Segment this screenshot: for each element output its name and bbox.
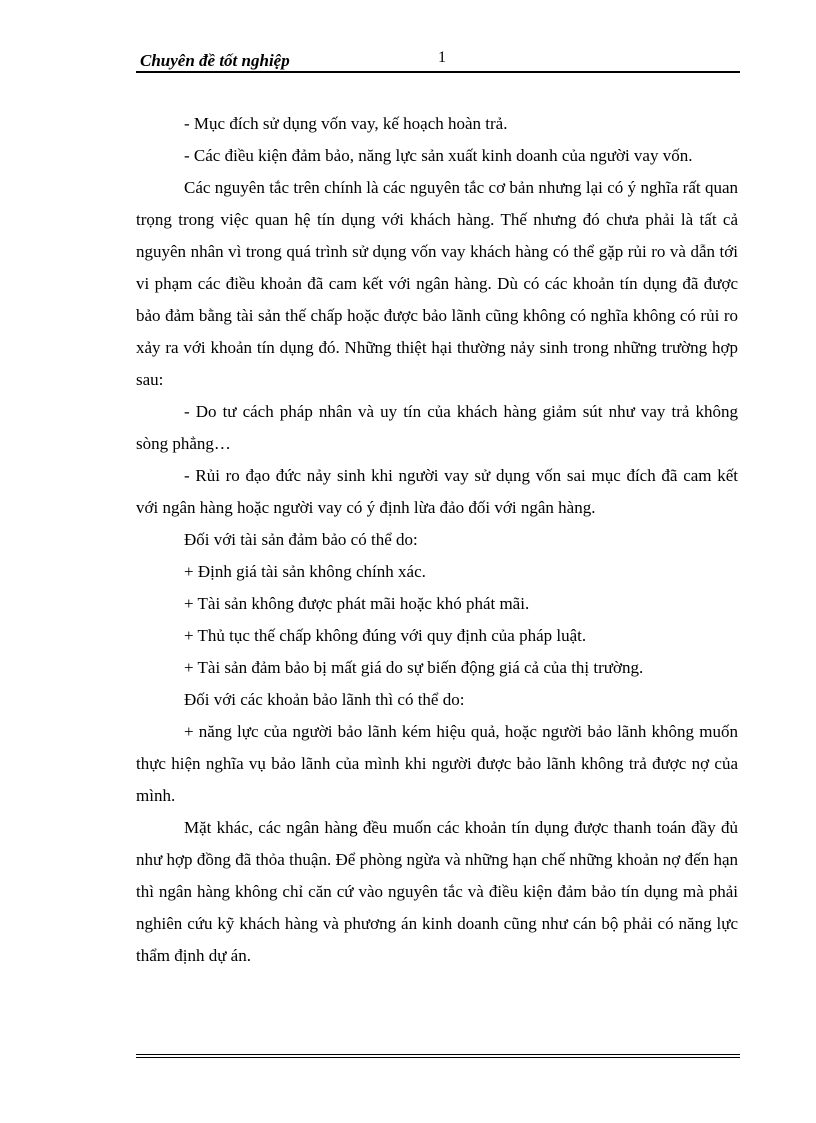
footer-rule — [136, 1054, 740, 1058]
paragraph: Đối với tài sản đảm bảo có thể do: — [184, 530, 418, 549]
paragraph: - Mục đích sử dụng vốn vay, kế hoạch hoàn trả. — [184, 114, 508, 133]
paragraph: + Định giá tài sản không chính xác. — [184, 562, 426, 581]
paragraph: - Do tư cách pháp nhân và uy tín của khách hàng giảm sút như vay trả không sòng phẳng… — [136, 402, 738, 453]
paragraph: - Các điều kiện đảm bảo, năng lực sản xuất kinh doanh của người vay vốn. — [184, 146, 693, 165]
paragraph: Mặt khác, các ngân hàng đều muốn các khoản tín dụng được thanh toán đầy đủ như hợp đồng đã thỏa thuận. Để phòng ngừa và những hạn chế những khoản nợ đến hạn thì ngân hàng không chỉ căn cứ vào nguyên tắc và điều kiện đảm bảo tín dụng mà phải nghiên cứu kỹ khách hàng và phương án kinh doanh cũng như cán bộ phải có năng lực thẩm định dự án. — [136, 818, 738, 965]
paragraph: + Tài sản đảm bảo bị mất giá do sự biến động giá cả của thị trường. — [184, 658, 644, 677]
paragraph: Các nguyên tắc trên chính là các nguyên tắc cơ bản nhưng lại có ý nghĩa rất quan trọng trong việc quan hệ tín dụng với khách hàng. Thế nhưng đó chưa phải là tất cả nguyên nhân vì trong quá trình sử dụng vốn vay khách hàng có thể gặp rủi ro và dẫn tới vi phạm các điều khoản đã cam kết với ngân hàng. Dù có các khoản tín dụng đã được bảo đảm bằng tài sản thế chấp hoặc được bảo lãnh cũng không có nghĩa không có rủi ro xảy ra với khoản tín dụng đó. Những thiệt hại thường nảy sinh trong những trường hợp sau: — [136, 178, 738, 389]
header-rule — [136, 71, 740, 73]
paragraph: Đối với các khoản bảo lãnh thì có thể do: — [184, 690, 465, 709]
page-header — [136, 46, 740, 72]
page-number: 1 — [438, 49, 446, 66]
paragraph: - Rủi ro đạo đức nảy sinh khi người vay sử dụng vốn sai mục đích đã cam kết với ngân hàng hoặc người vay có ý định lừa đảo đối với ngân hàng. — [136, 466, 738, 517]
header-title: Chuyên đề tốt nghiệp — [140, 51, 290, 70]
paragraph: + Thủ tục thế chấp không đúng với quy định của pháp luật. — [184, 626, 587, 645]
paragraph: + năng lực của người bảo lãnh kém hiệu quả, hoặc người bảo lãnh không muốn thực hiện nghĩa vụ bảo lãnh của mình khi người được bảo lãnh không trả được nợ của mình. — [136, 722, 738, 805]
document-body — [136, 108, 738, 972]
paragraph: + Tài sản không được phát mãi hoặc khó phát mãi. — [184, 594, 530, 613]
